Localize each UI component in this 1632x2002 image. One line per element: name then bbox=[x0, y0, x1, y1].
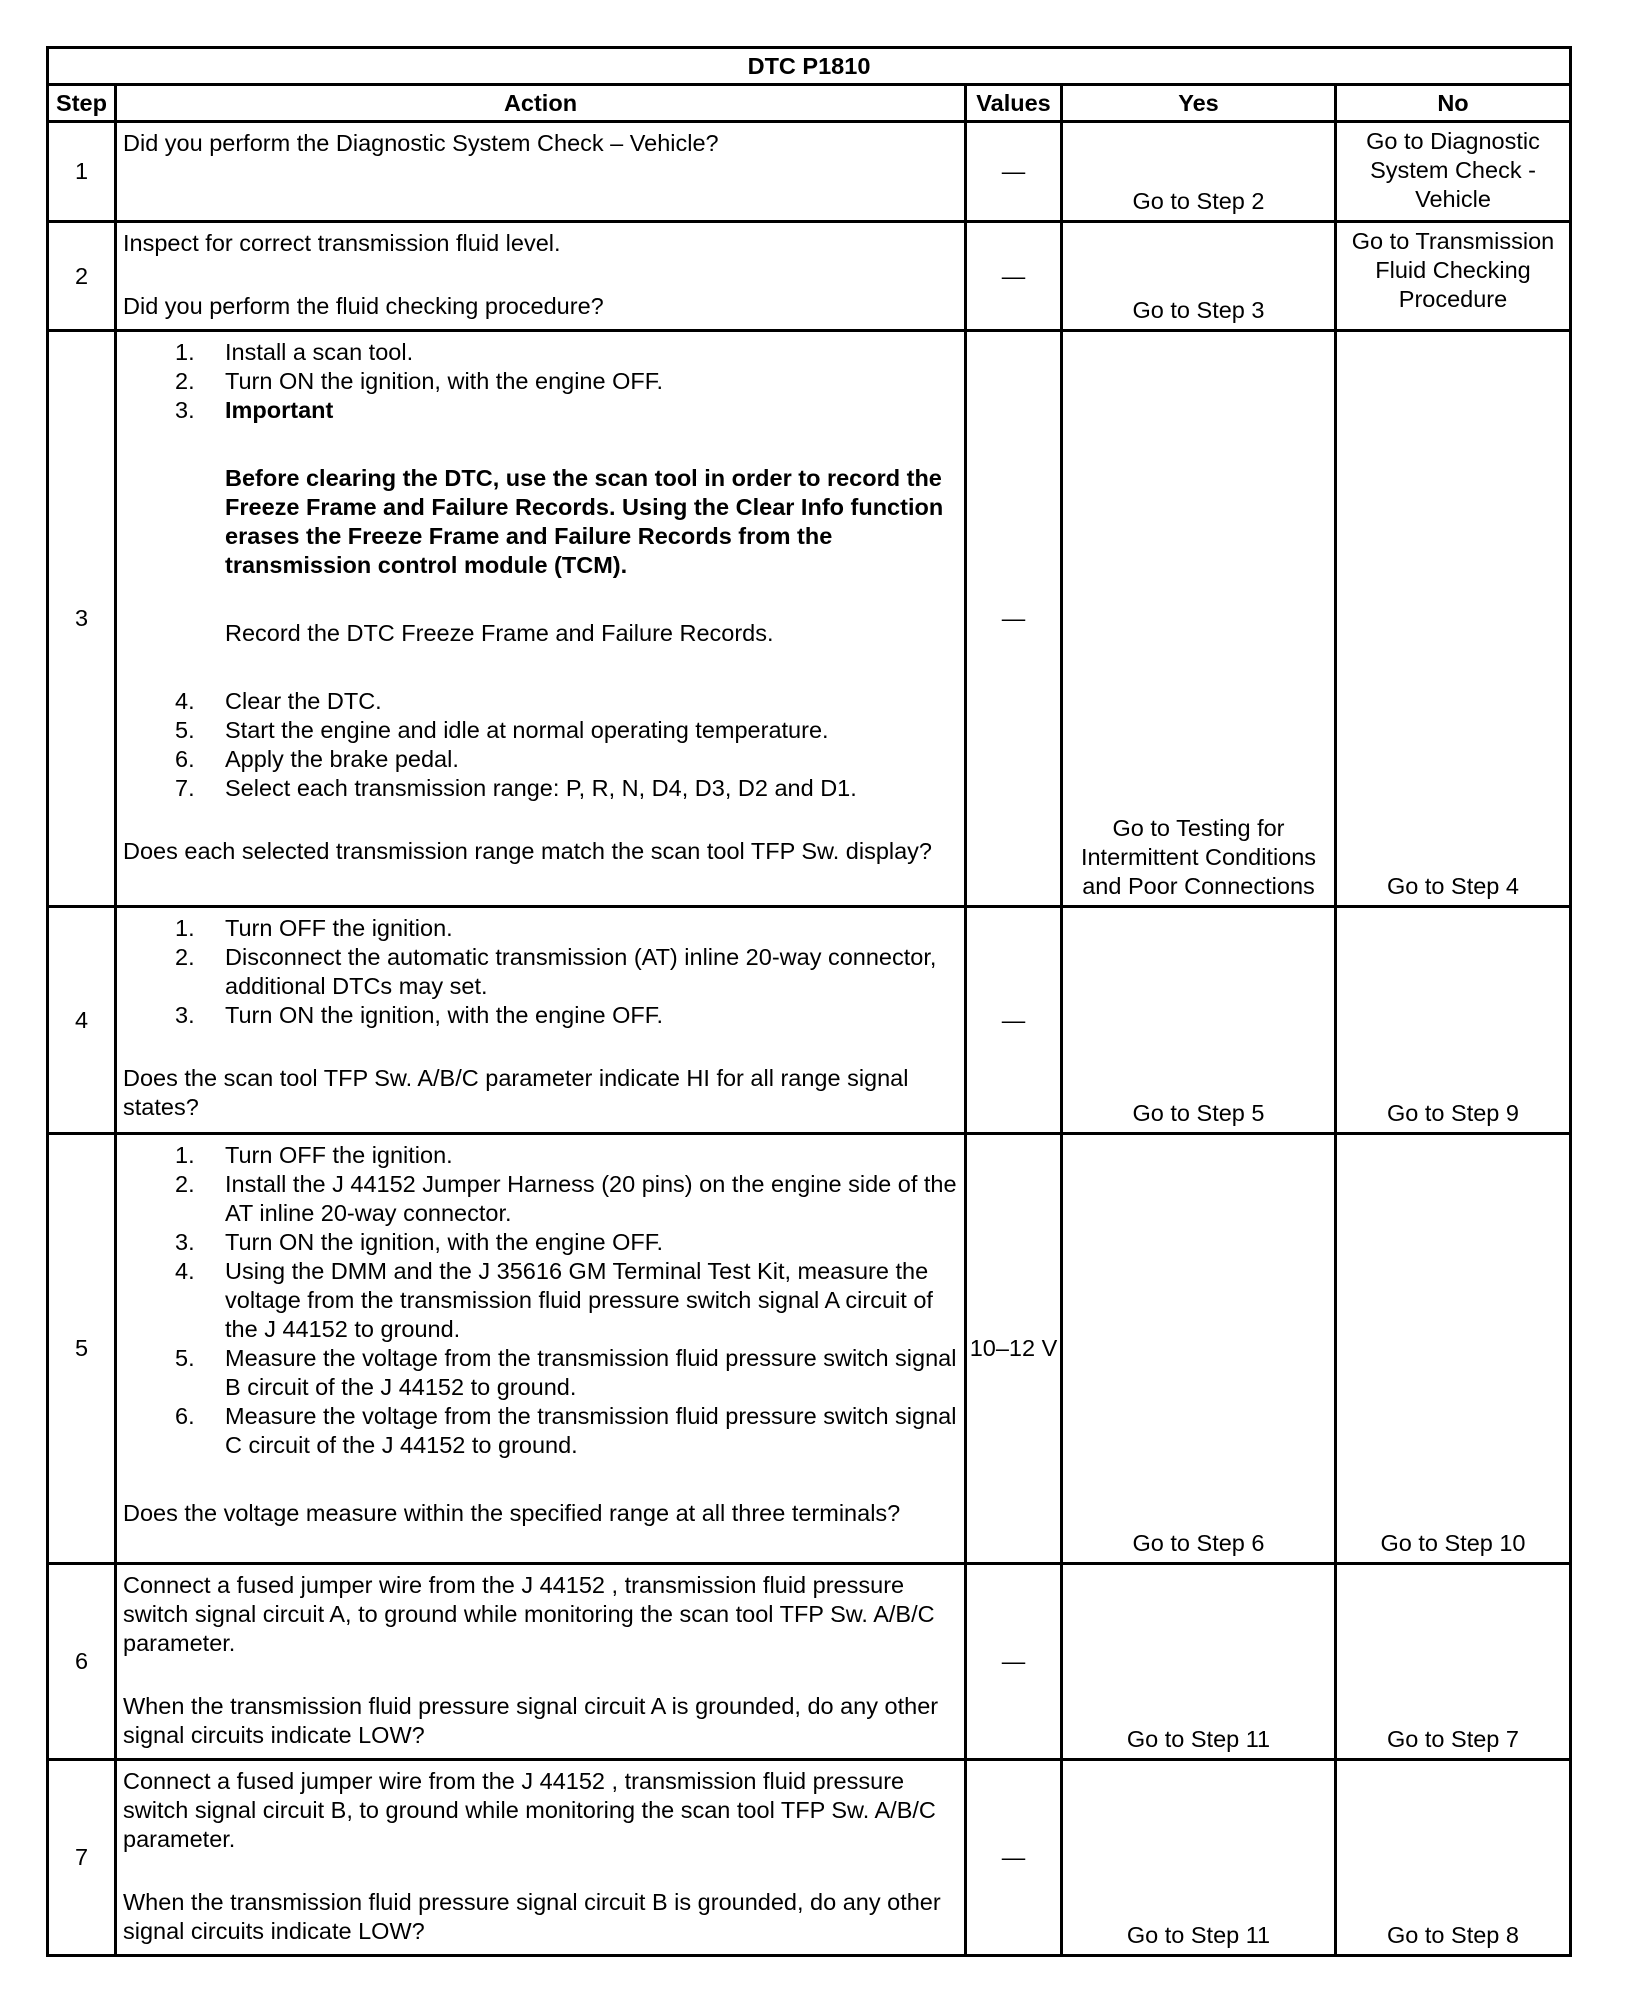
table-row bbox=[48, 1760, 1571, 1956]
value-cell: — bbox=[966, 222, 1062, 331]
list-item: 6. Apply the brake pedal. bbox=[175, 746, 459, 772]
action-text: Inspect for correct transmission fluid level. bbox=[123, 230, 561, 256]
action-list bbox=[123, 338, 958, 425]
no-cell: Go to Step 7 bbox=[1336, 1564, 1571, 1760]
important-note: Before clearing the DTC, use the scan tool in order to record the Freeze Frame and Failure Records. Using the Clear Info function erases the Freeze Frame and Failure Records from the transmission control module (TCM). bbox=[225, 465, 944, 578]
action-list bbox=[123, 914, 958, 1030]
no-cell: Go to Diagnostic System Check - Vehicle bbox=[1336, 122, 1571, 222]
action-cell bbox=[116, 331, 966, 907]
list-item: 1. Turn OFF the ignition. bbox=[175, 1142, 453, 1168]
yes-cell: Go to Step 11 bbox=[1062, 1564, 1336, 1760]
yes-cell: Go to Step 5 bbox=[1062, 907, 1336, 1134]
yes-cell: Go to Step 6 bbox=[1062, 1134, 1336, 1564]
table-row bbox=[48, 1564, 1571, 1760]
list-item: 1. Turn OFF the ignition. bbox=[175, 915, 453, 941]
step-number: 5 bbox=[48, 1134, 116, 1564]
list-item: 7. Select each transmission range: P, R, N, D4, D3, D2 and D1. bbox=[175, 775, 857, 801]
no-cell: Go to Step 8 bbox=[1336, 1760, 1571, 1956]
no-cell: Go to Step 9 bbox=[1336, 907, 1571, 1134]
yes-cell: Go to Step 11 bbox=[1062, 1760, 1336, 1956]
action-list bbox=[123, 687, 958, 803]
no-cell: Go to Transmission Fluid Checking Procedure bbox=[1336, 222, 1571, 331]
step-number: 1 bbox=[48, 122, 116, 222]
value-cell: — bbox=[966, 122, 1062, 222]
step-number: 4 bbox=[48, 907, 116, 1134]
list-item: 4. Clear the DTC. bbox=[175, 688, 382, 714]
header-yes: Yes bbox=[1062, 85, 1336, 122]
action-cell bbox=[116, 1564, 966, 1760]
action-text: Connect a fused jumper wire from the J 44152 , transmission fluid pressure switch signal circuit B, to ground while monitoring the scan tool TFP Sw. A/B/C parameter. bbox=[123, 1768, 936, 1852]
header-no: No bbox=[1336, 85, 1571, 122]
list-item: 1. Install a scan tool. bbox=[175, 339, 414, 365]
action-cell bbox=[116, 1760, 966, 1956]
value-cell: — bbox=[966, 331, 1062, 907]
step-number: 3 bbox=[48, 331, 116, 907]
action-cell bbox=[116, 907, 966, 1134]
list-item: 5. Start the engine and idle at normal operating temperature. bbox=[175, 717, 829, 743]
list-item: 3. Turn ON the ignition, with the engine OFF. bbox=[175, 1002, 664, 1028]
action-cell bbox=[116, 222, 966, 331]
list-item: 3. Turn ON the ignition, with the engine OFF. bbox=[175, 1229, 664, 1255]
yes-cell: Go to Testing for Intermittent Conditions and Poor Connections bbox=[1062, 331, 1336, 907]
step-number: 7 bbox=[48, 1760, 116, 1956]
action-cell bbox=[116, 1134, 966, 1564]
action-question: When the transmission fluid pressure signal circuit B is grounded, do any other signal circuits indicate LOW? bbox=[123, 1889, 941, 1944]
action-question: When the transmission fluid pressure signal circuit A is grounded, do any other signal circuits indicate LOW? bbox=[123, 1693, 939, 1748]
yes-cell: Go to Step 3 bbox=[1062, 222, 1336, 331]
dtc-table bbox=[46, 46, 1572, 1957]
table-row bbox=[48, 222, 1571, 331]
no-cell: Go to Step 4 bbox=[1336, 331, 1571, 907]
table-row bbox=[48, 122, 1571, 222]
step-number: 2 bbox=[48, 222, 116, 331]
record-instruction: Record the DTC Freeze Frame and Failure Records. bbox=[225, 620, 774, 646]
table-row bbox=[48, 1134, 1571, 1564]
action-text: Connect a fused jumper wire from the J 44152 , transmission fluid pressure switch signal circuit A, to ground while monitoring the scan tool TFP Sw. A/B/C parameter. bbox=[123, 1572, 935, 1656]
header-step: Step bbox=[48, 85, 116, 122]
value-cell: — bbox=[966, 1760, 1062, 1956]
table-title: DTC P1810 bbox=[48, 48, 1571, 85]
table-row bbox=[48, 907, 1571, 1134]
table-row bbox=[48, 331, 1571, 907]
action-list bbox=[123, 1141, 958, 1460]
action-question: Does the scan tool TFP Sw. A/B/C parameter indicate HI for all range signal states? bbox=[123, 1065, 909, 1120]
list-item: 3. Important bbox=[175, 397, 334, 423]
list-item: 4. Using the DMM and the J 35616 GM Terminal Test Kit, measure the voltage from the transmission fluid pressure switch signal A circuit of the J 44152 to ground. bbox=[175, 1258, 933, 1342]
header-values: Values bbox=[966, 85, 1062, 122]
value-cell: — bbox=[966, 907, 1062, 1134]
action-text: Did you perform the Diagnostic System Check – Vehicle? bbox=[123, 130, 719, 156]
header-row bbox=[48, 85, 1571, 122]
list-item: 2. Turn ON the ignition, with the engine OFF. bbox=[175, 368, 664, 394]
yes-cell: Go to Step 2 bbox=[1062, 122, 1336, 222]
list-item: 2. Install the J 44152 Jumper Harness (20 pins) on the engine side of the AT inline 20-way connector. bbox=[175, 1171, 957, 1226]
no-cell: Go to Step 10 bbox=[1336, 1134, 1571, 1564]
list-item: 2. Disconnect the automatic transmission (AT) inline 20-way connector, additional DTCs may set. bbox=[175, 944, 937, 999]
step-number: 6 bbox=[48, 1564, 116, 1760]
header-action: Action bbox=[116, 85, 966, 122]
list-item: 5. Measure the voltage from the transmission fluid pressure switch signal B circuit of the J 44152 to ground. bbox=[175, 1345, 957, 1400]
value-cell: 10–12 V bbox=[966, 1134, 1062, 1564]
value-cell: — bbox=[966, 1564, 1062, 1760]
action-cell bbox=[116, 122, 966, 222]
action-question: Did you perform the fluid checking procedure? bbox=[123, 293, 604, 319]
important-heading: Important bbox=[225, 397, 334, 423]
action-question: Does each selected transmission range match the scan tool TFP Sw. display? bbox=[123, 838, 932, 864]
action-question: Does the voltage measure within the specified range at all three terminals? bbox=[123, 1500, 901, 1526]
list-item: 6. Measure the voltage from the transmission fluid pressure switch signal C circuit of the J 44152 to ground. bbox=[175, 1403, 957, 1458]
